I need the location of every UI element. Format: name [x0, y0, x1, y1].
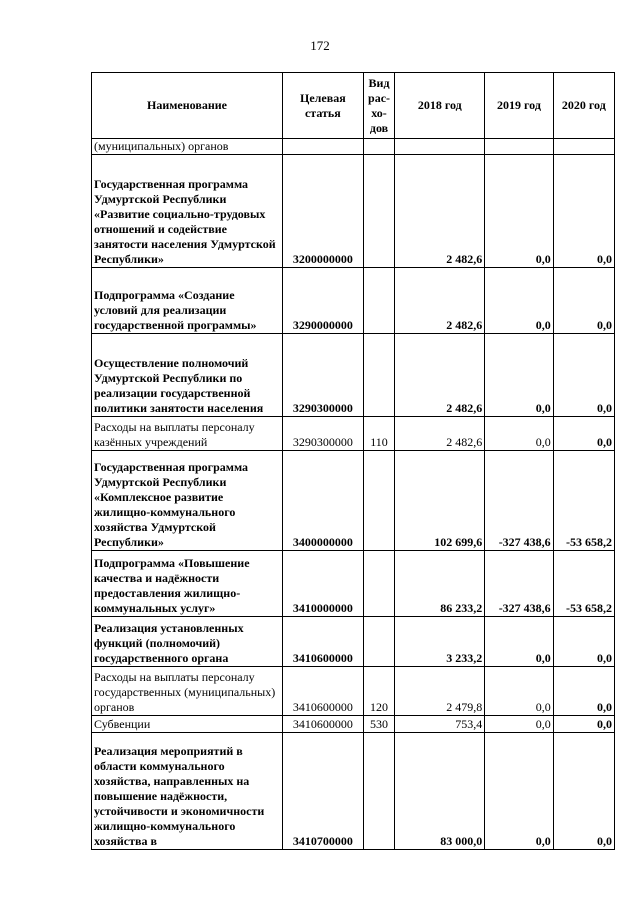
row-code: 3410600000 [283, 667, 364, 716]
row-code: 3410600000 [283, 617, 364, 667]
row-2020: 0,0 [553, 417, 614, 451]
row-2020 [553, 139, 614, 155]
row-code: 3400000000 [283, 451, 364, 551]
row-2019: 0,0 [485, 667, 553, 716]
row-name: Подпрограмма «Создание условий для реализации государственной программы» [92, 268, 283, 334]
row-2019 [485, 139, 553, 155]
row-name: Расходы на выплаты персоналу казённых учреждений [92, 417, 283, 451]
row-2018: 86 233,2 [395, 551, 485, 617]
row-code: 3410600000 [283, 716, 364, 733]
header-2020: 2020 год [553, 73, 614, 139]
row-name: Расходы на выплаты персоналу государственных (муниципальных) органов [92, 667, 283, 716]
row-2020: 0,0 [553, 334, 614, 417]
row-code: 3290300000 [283, 417, 364, 451]
table-row [92, 139, 615, 155]
row-name: (муниципальных) органов [92, 139, 283, 155]
row-2019: 0,0 [485, 155, 553, 268]
table-body [92, 139, 615, 850]
row-2018: 753,4 [395, 716, 485, 733]
header-vid: Вид рас-хо-дов [363, 73, 395, 139]
row-code: 3200000000 [283, 155, 364, 268]
row-vid [363, 451, 395, 551]
row-2018: 2 482,6 [395, 417, 485, 451]
table-row [92, 716, 615, 733]
row-2020: -53 658,2 [553, 451, 614, 551]
table-row [92, 617, 615, 667]
row-vid: 110 [363, 417, 395, 451]
header-2018: 2018 год [395, 73, 485, 139]
row-code [283, 139, 364, 155]
row-vid [363, 268, 395, 334]
header-code: Целевая статья [283, 73, 364, 139]
row-name: Реализация установленных функций (полномочий) государственного органа [92, 617, 283, 667]
budget-table [91, 72, 615, 850]
row-vid [363, 334, 395, 417]
row-2018: 83 000,0 [395, 733, 485, 850]
row-vid [363, 551, 395, 617]
table-row [92, 417, 615, 451]
row-2019: 0,0 [485, 268, 553, 334]
row-2020: 0,0 [553, 268, 614, 334]
row-name: Государственная программа Удмуртской Республики «Развитие социально-трудовых отношений и содействие занятости населения Удмуртской Республики» [92, 155, 283, 268]
row-name: Осуществление полномочий Удмуртской Республики по реализации государственной политики занятости населения [92, 334, 283, 417]
row-2019: -327 438,6 [485, 551, 553, 617]
row-2019: 0,0 [485, 733, 553, 850]
row-vid: 120 [363, 667, 395, 716]
row-vid [363, 617, 395, 667]
row-2018: 2 482,6 [395, 268, 485, 334]
table-row [92, 667, 615, 716]
row-2020: 0,0 [553, 617, 614, 667]
row-name: Подпрограмма «Повышение качества и надёжности предоставления жилищно-коммунальных услуг» [92, 551, 283, 617]
row-2018: 2 482,6 [395, 334, 485, 417]
row-2018: 2 479,8 [395, 667, 485, 716]
row-2018: 102 699,6 [395, 451, 485, 551]
row-name: Государственная программа Удмуртской Республики «Комплексное развитие жилищно-коммунального хозяйства Удмуртской Республики» [92, 451, 283, 551]
header-name: Наименование [92, 73, 283, 139]
row-2019: 0,0 [485, 617, 553, 667]
row-2020: -53 658,2 [553, 551, 614, 617]
table-row [92, 155, 615, 268]
table-row [92, 733, 615, 850]
row-2018 [395, 139, 485, 155]
row-vid [363, 155, 395, 268]
row-2019: 0,0 [485, 716, 553, 733]
row-2019: -327 438,6 [485, 451, 553, 551]
row-2018: 3 233,2 [395, 617, 485, 667]
table-row [92, 334, 615, 417]
table-header [92, 73, 615, 139]
row-vid [363, 733, 395, 850]
page-number: 172 [310, 38, 330, 53]
row-code: 3290300000 [283, 334, 364, 417]
row-2020: 0,0 [553, 667, 614, 716]
table-row [92, 551, 615, 617]
header-2019: 2019 год [485, 73, 553, 139]
row-name: Реализация мероприятий в области коммунального хозяйства, направленных на повышение надёжности, устойчивости и экономичности жилищно-коммунального хозяйства в [92, 733, 283, 850]
row-vid: 530 [363, 716, 395, 733]
table-row [92, 451, 615, 551]
table-row [92, 268, 615, 334]
row-2019: 0,0 [485, 334, 553, 417]
row-2018: 2 482,6 [395, 155, 485, 268]
row-code: 3290000000 [283, 268, 364, 334]
row-code: 3410000000 [283, 551, 364, 617]
row-2019: 0,0 [485, 417, 553, 451]
row-name: Субвенции [92, 716, 283, 733]
row-2020: 0,0 [553, 733, 614, 850]
row-code: 3410700000 [283, 733, 364, 850]
row-2020: 0,0 [553, 716, 614, 733]
row-vid [363, 139, 395, 155]
row-2020: 0,0 [553, 155, 614, 268]
